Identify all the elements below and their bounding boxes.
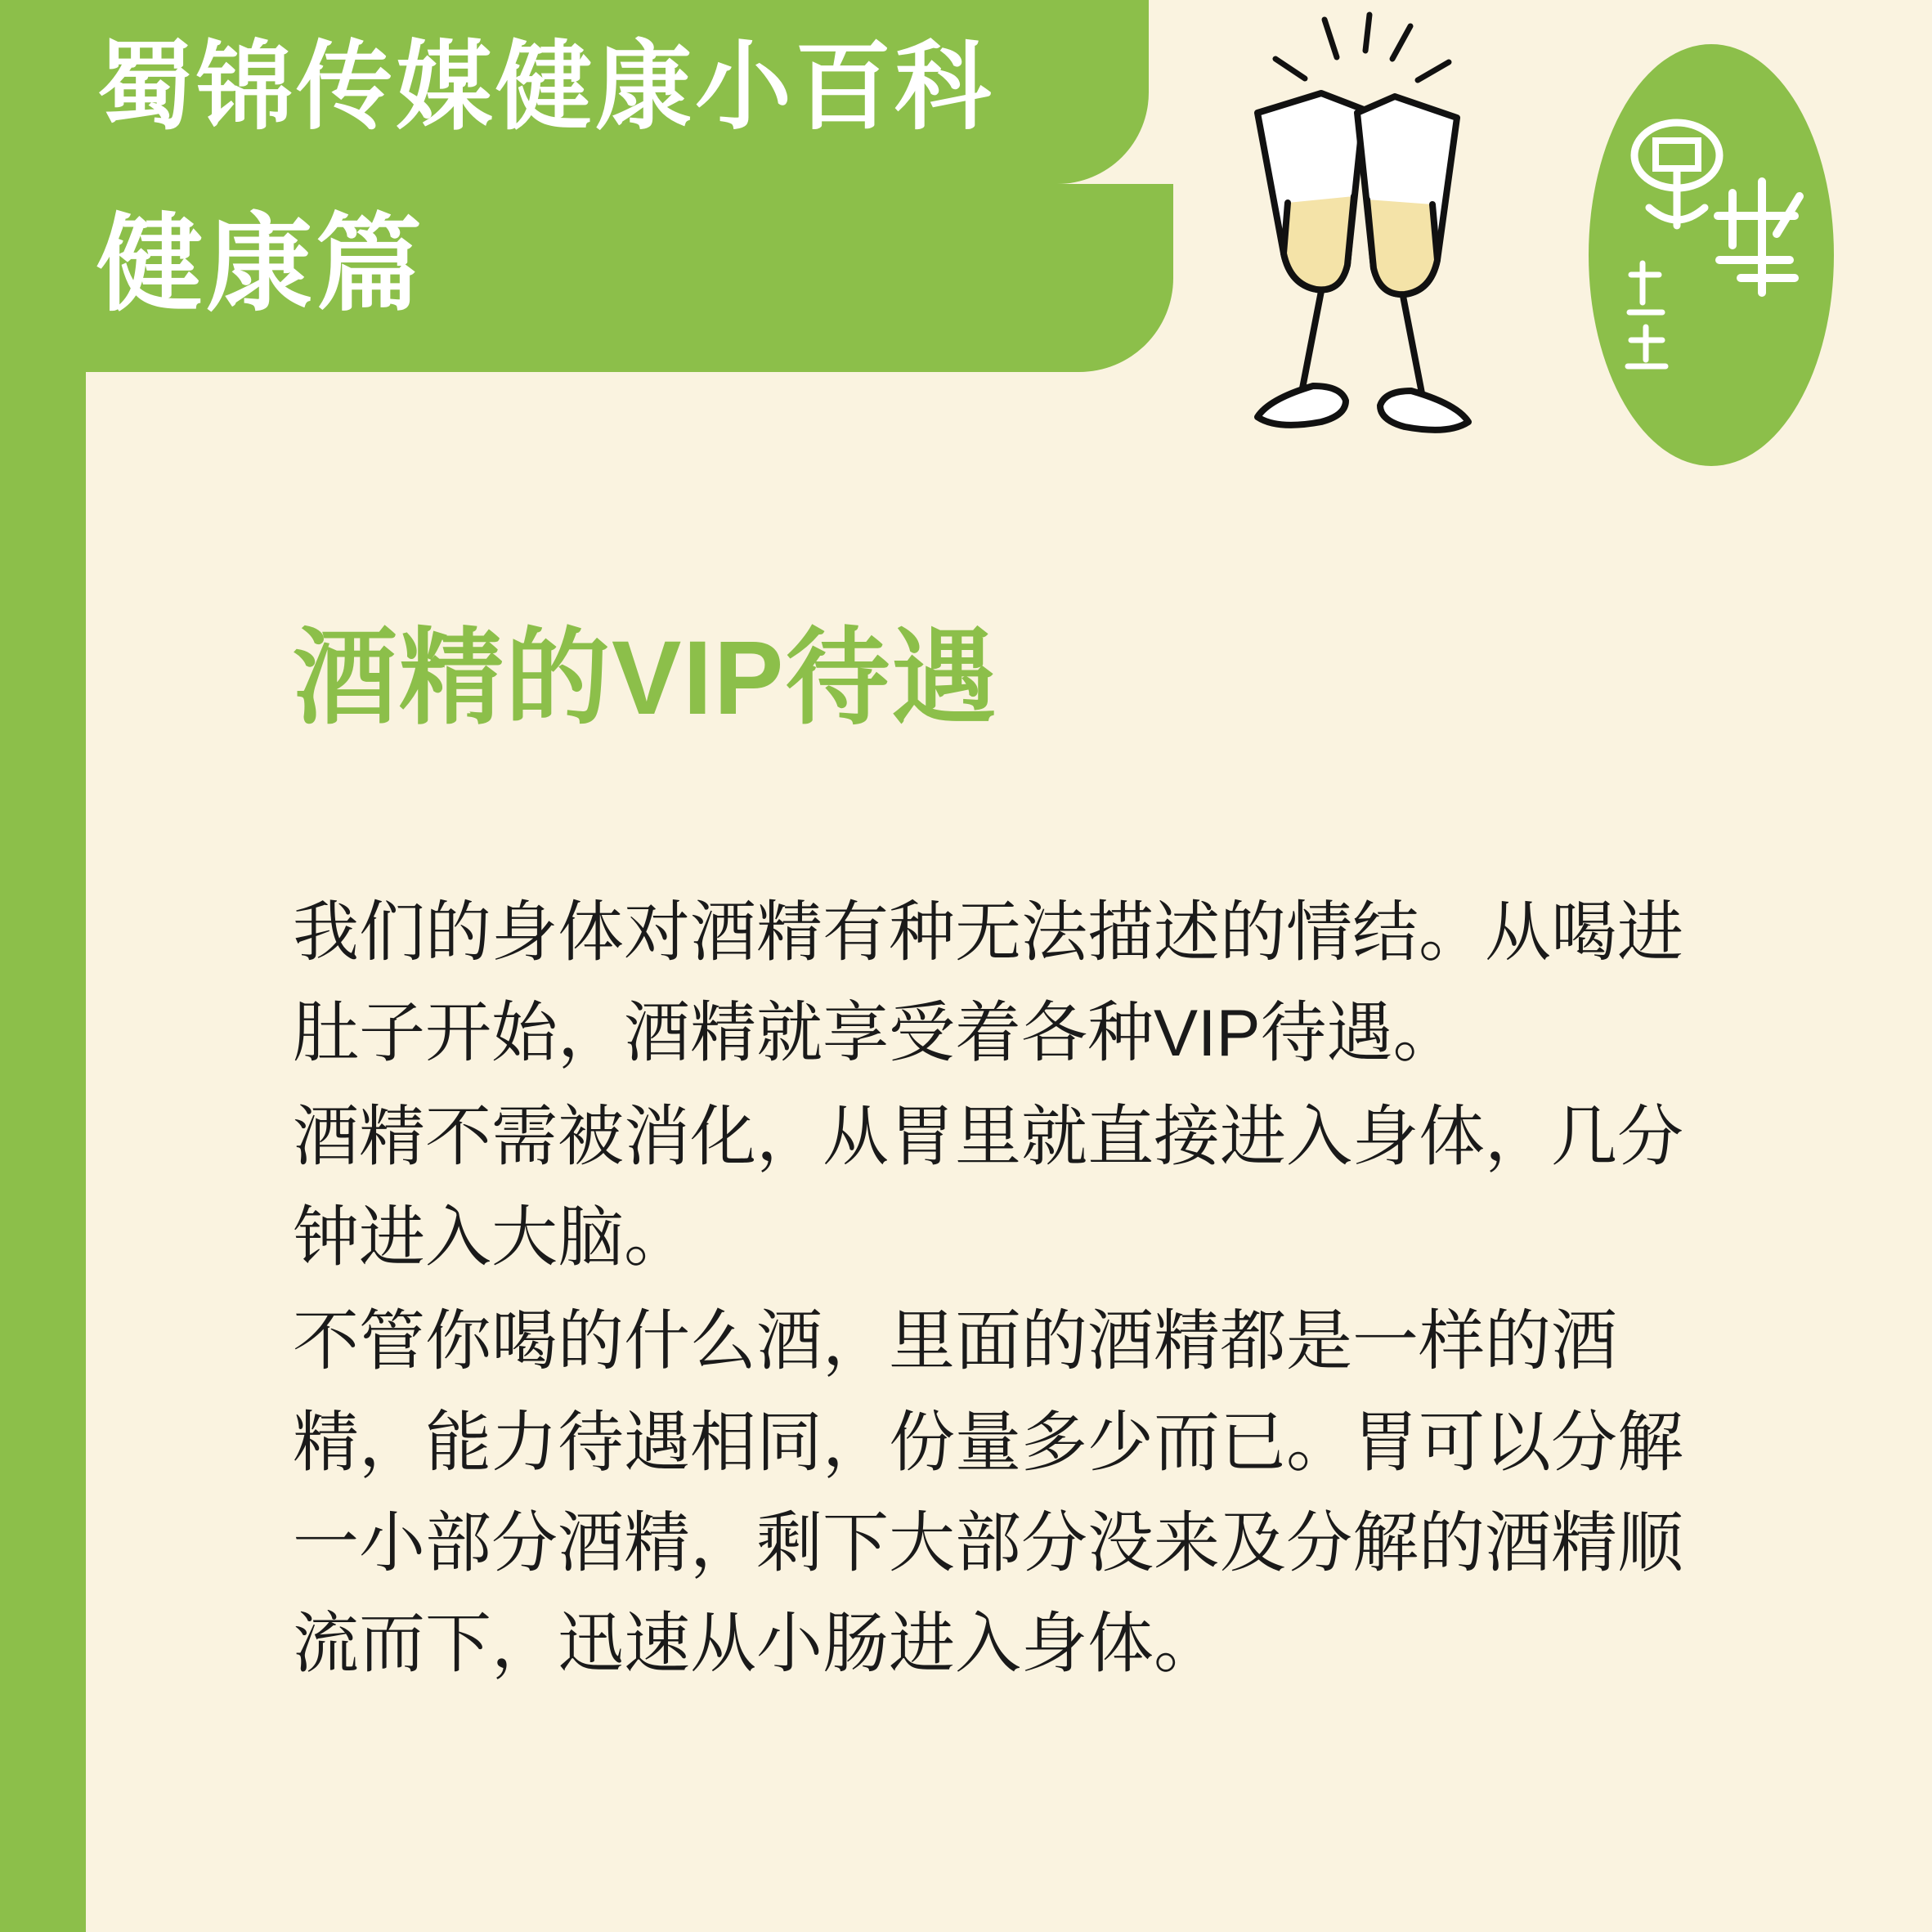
page-title: 酒精的VIP待遇: [293, 620, 998, 737]
article-paragraph: 酒精不需被消化，从胃里就直接进入身体，几分钟进入大脑。: [293, 1100, 1684, 1275]
champagne-glasses-icon: [1161, 8, 1545, 531]
header-title-line2: 健康篇: [96, 204, 426, 324]
article-paragraph: 不管你喝的什么酒，里面的酒精都是一样的酒精，能力待遇相同，份量多少而已。胃可以分解一小部分酒精，剩下大部分没来及分解的酒精顺流而下，迅速从小肠进入身体。: [293, 1305, 1684, 1681]
left-accent-bar: [0, 0, 86, 1932]
brand-seal-icon: [1580, 33, 1842, 491]
article-paragraph: 我们的身体对酒精有种无法描述的情结。从喝进肚子开始，酒精就享受着各种VIP待遇。: [293, 896, 1684, 1071]
article-body: [293, 883, 1724, 1698]
header-title-line1: 蜀锦传媒健康小百科: [96, 34, 995, 141]
